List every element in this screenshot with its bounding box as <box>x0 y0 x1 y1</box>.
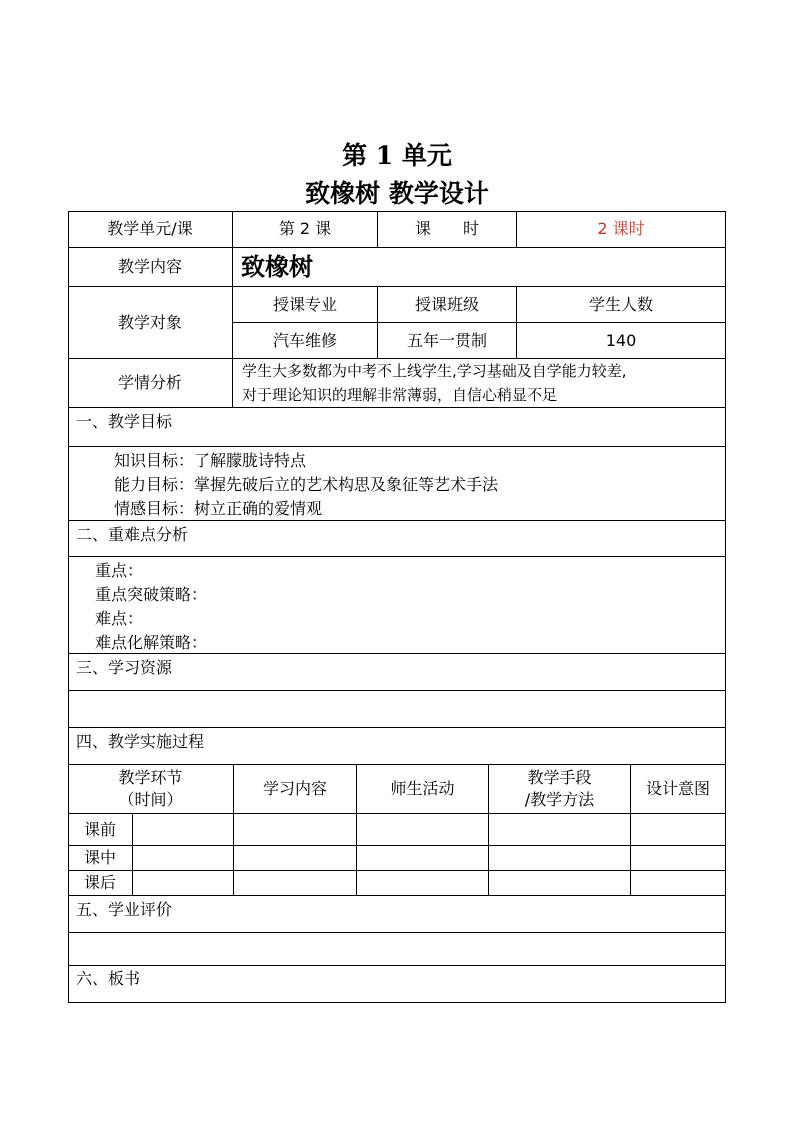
row-line <box>68 446 726 447</box>
lesson-plan-table <box>68 211 726 1003</box>
section-objectives-title: 一、教学目标 <box>76 412 173 431</box>
col-line <box>132 813 133 895</box>
header-text: 教学环节 <box>118 768 183 787</box>
process-row-after: 课后 <box>83 873 116 892</box>
page-title: 致橡树 教学设计 <box>305 179 489 208</box>
section-evaluation-title: 五、学业评价 <box>76 900 173 919</box>
objectives-list <box>114 449 714 521</box>
analysis-line: 学生大多数都为中考不上线学生,学习基础及自学能力较差, <box>242 362 627 380</box>
keypoint-difficulty-strategy: 难点化解策略： <box>95 633 208 652</box>
unit-title: 第 1 单元 <box>342 141 452 170</box>
row-line <box>68 813 726 814</box>
row-line <box>68 932 726 933</box>
section-board-title: 六、板书 <box>76 969 141 988</box>
students-header: 学生人数 <box>588 294 653 314</box>
section-keypoints-title: 二、重难点分析 <box>76 525 189 544</box>
major-value: 汽车维修 <box>272 330 337 350</box>
keypoints-list <box>95 559 695 655</box>
row-line <box>68 556 726 557</box>
major-header: 授课专业 <box>272 294 337 314</box>
process-row-during: 课中 <box>83 848 116 867</box>
content-label: 教学内容 <box>117 257 182 276</box>
process-header-method <box>489 765 630 813</box>
keypoint-focus: 重点： <box>95 561 144 580</box>
row-line <box>68 845 726 846</box>
objective-knowledge: 知识目标：了解朦胧诗特点 <box>114 451 307 470</box>
keypoint-focus-strategy: 重点突破策略： <box>95 585 208 604</box>
unit-lesson-label: 教学单元/课 <box>107 219 193 238</box>
objective-ability: 能力目标：掌握先破后立的艺术构思及象征等艺术手法 <box>114 475 499 494</box>
section-resources-title: 三、学习资源 <box>76 658 173 677</box>
process-header-content: 学习内容 <box>262 779 327 798</box>
process-header-stage <box>68 765 233 813</box>
process-header-activity: 师生活动 <box>390 779 455 798</box>
objective-emotion: 情感目标：树立正确的爱情观 <box>114 499 323 518</box>
header-text: /教学方法 <box>524 790 595 809</box>
table-border-bottom <box>68 1002 726 1003</box>
analysis-label: 学情分析 <box>117 373 182 392</box>
row-line <box>68 870 726 871</box>
class-value: 五年一贯制 <box>406 330 487 350</box>
section-process-title: 四、教学实施过程 <box>76 732 205 751</box>
header-text: （时间） <box>118 790 183 809</box>
keypoint-difficulty: 难点： <box>95 609 144 628</box>
target-label: 教学对象 <box>117 312 182 332</box>
analysis-line: 对于理论知识的理解非常薄弱，自信心稍显不足 <box>242 386 558 404</box>
class-header: 授课班级 <box>414 294 479 314</box>
header-text: 教学手段 <box>527 768 592 787</box>
row-line <box>68 690 726 691</box>
table-border-right <box>725 211 726 1003</box>
process-row-before: 课前 <box>83 819 116 839</box>
lesson-number: 第 2 课 <box>278 219 332 238</box>
hours-label: 课 时 <box>414 219 479 238</box>
hours-value: 2 课时 <box>597 219 645 238</box>
process-header-intent: 设计意图 <box>645 779 710 798</box>
students-value: 140 <box>605 330 637 350</box>
analysis-text <box>242 359 722 407</box>
content-value: 致橡树 <box>241 252 313 281</box>
